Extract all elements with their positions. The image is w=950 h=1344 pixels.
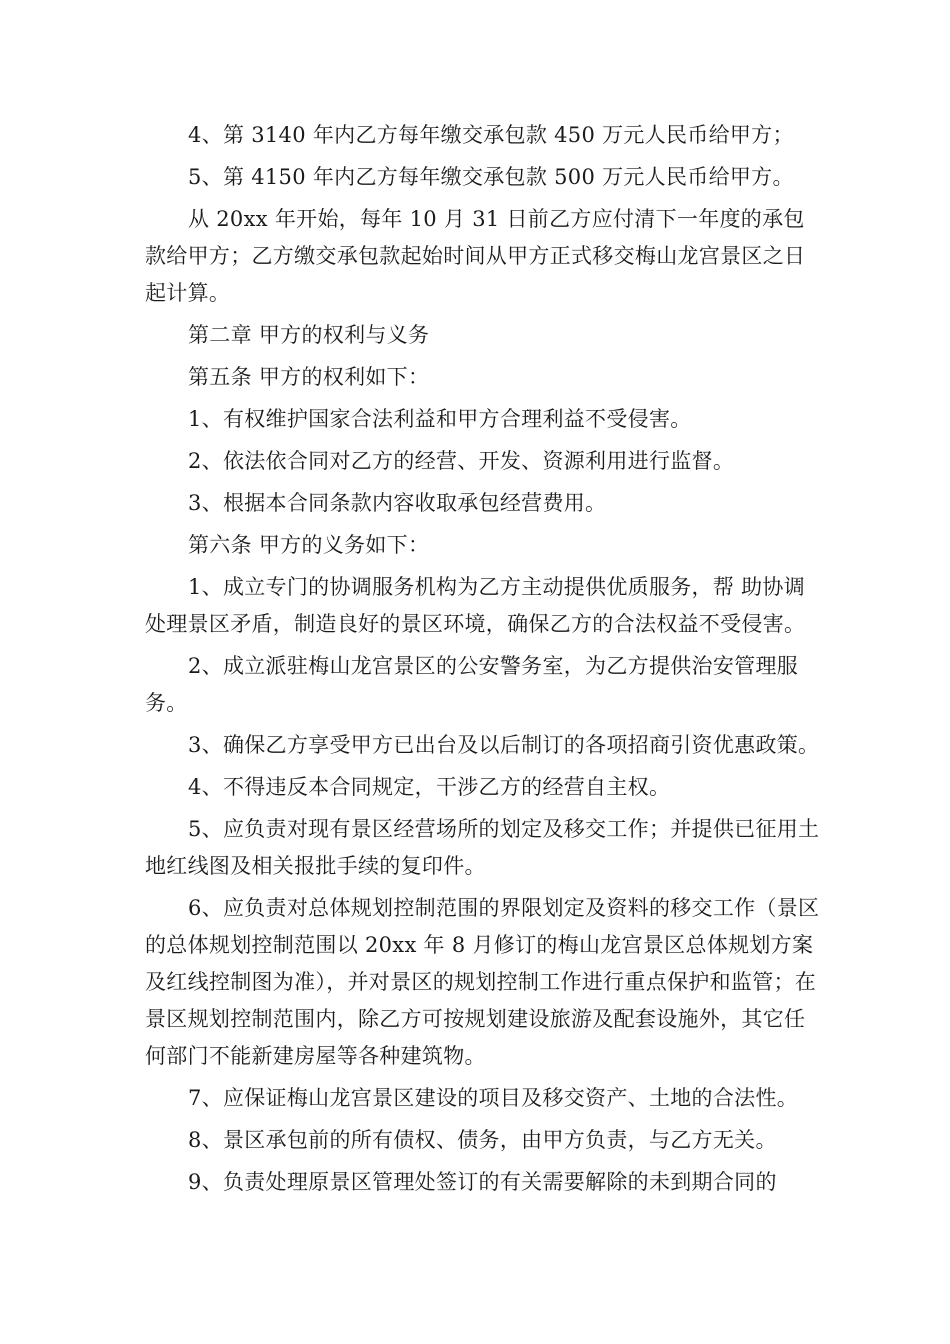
paragraph-item-5-payment: 5、第 4150 年内乙方每年缴交承包款 500 万元人民币给甲方。	[188, 165, 794, 189]
duties-item-1: 1、成立专门的协调服务机构为乙方主动提供优质服务，帮 助协调处理景区矛盾，制造良好的景区环境，确保乙方的合法权益不受侵害。	[145, 575, 806, 636]
duties-item-9: 9、负责处理原景区管理处签订的有关需要解除的未到期合同的	[188, 1170, 777, 1194]
rights-item-1: 1、有权维护国家合法利益和甲方合理利益不受侵害。	[188, 407, 692, 431]
chapter-two-heading: 第二章 甲方的权利与义务	[188, 323, 430, 347]
duties-item-8: 8、景区承包前的所有债权、债务，由甲方负责，与乙方无关。	[188, 1128, 777, 1152]
rights-item-2: 2、依法依合同对乙方的经营、开发、资源利用进行监督。	[188, 449, 735, 473]
duties-item-4: 4、不得违反本合同规定，干涉乙方的经营自主权。	[188, 775, 671, 799]
duties-item-3: 3、确保乙方享受甲方已出台及以后制订的各项招商引资优惠政策。	[188, 733, 820, 757]
article-six-heading: 第六条 甲方的义务如下：	[188, 533, 430, 557]
rights-item-3: 3、根据本合同条款内容收取承包经营费用。	[188, 491, 607, 515]
duties-item-5: 5、应负责对现有景区经营场所的划定及移交工作；并提供已征用土地红线图及相关报批手续的复印件。	[145, 817, 820, 878]
article-five-heading: 第五条 甲方的权利如下：	[188, 365, 430, 389]
paragraph-item-4-payment: 4、第 3140 年内乙方每年缴交承包款 450 万元人民币给甲方；	[188, 123, 794, 147]
document-body	[145, 117, 825, 1206]
duties-item-6: 6、应负责对总体规划控制范围的界限划定及资料的移交工作（景区的总体规划控制范围以 20xx 年 8 月修订的梅山龙宫景区总体规划方案及红线控制图为准），并对景区的规划控制工作进行重点保护和监管；在景区规划控制范围内，除乙方可按规划建设旅游及配套设施外，其它任何部门不能新建房屋等各种建筑物。	[145, 896, 820, 1068]
duties-item-7: 7、应保证梅山龙宫景区建设的项目及移交资产、土地的合法性。	[188, 1086, 799, 1110]
duties-item-2: 2、成立派驻梅山龙宫景区的公安警务室，为乙方提供治安管理服务。	[145, 654, 799, 715]
paragraph-payment-schedule: 从 20xx 年开始，每年 10 月 31 日前乙方应付清下一年度的承包款给甲方；乙方缴交承包款起始时间从甲方正式移交梅山龙宫景区之日起计算。	[145, 207, 806, 305]
